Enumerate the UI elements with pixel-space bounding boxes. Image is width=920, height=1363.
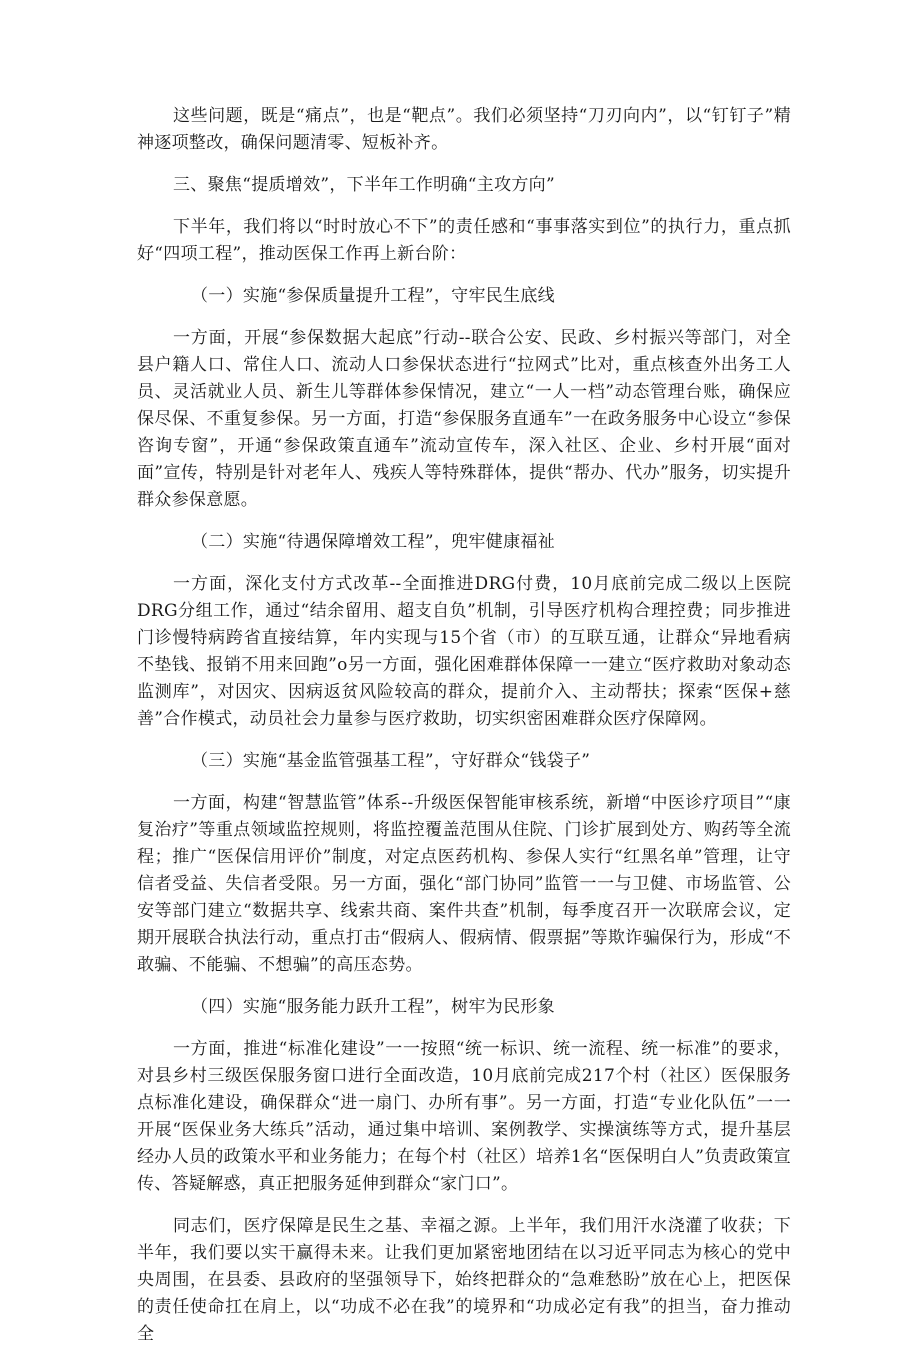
document-body [137,103,791,1363]
paragraph-intro-problems: 这些问题，既是“痛点”，也是“靶点”。我们必须坚持“刀刃向内”，以“钉钉子”精神逐项整改，确保问题清零、短板补齐。 [137,106,791,153]
paragraph-one: 一方面，开展“参保数据大起底”行动--联合公安、民政、乡村振兴等部门，对全县户籍人口、常住人口、流动人口参保状态进行“拉网式”比对，重点核查外出务工人员、灵活就业人员、新生儿等群体参保情况，建立“一人一档”动态管理台账，确保应保尽保、不重复参保。另一方面，打造“参保服务直通车”一在政务服务中心设立“参保咨询专窗”，开通“参保政策直通车”流动宣传车，深入社区、企业、乡村开展“面对面”宣传，特别是针对老年人、残疾人等特殊群体，提供“帮办、代办”服务，切实提升群众参保意愿。 [137,328,791,510]
subheading-two: （二）实施“待遇保障增效工程”，兜牢健康福祉 [191,532,555,552]
paragraph-second-half-plan: 下半年，我们将以“时时放心不下”的责任感和“事事落实到位”的执行力，重点抓好“四项工程”，推动医保工作再上新台阶： [137,217,791,264]
subheading-four: （四）实施“服务能力跃升工程”，树牢为民形象 [191,997,555,1017]
subheading-three: （三）实施“基金监管强基工程”，守好群众“钱袋子” [191,751,591,771]
paragraph-closing: 同志们，医疗保障是民生之基、幸福之源。上半年，我们用汗水浇灌了收获；下半年，我们要以实干赢得未来。让我们更加紧密地团结在以习近平同志为核心的党中央周围，在县委、县政府的坚强领导下，始终把群众的“急难愁盼”放在心上，把医保的责任使命扛在肩上，以“功成不必在我”的境界和“功成必定有我”的担当，奋力推动全 [137,1216,791,1344]
paragraph-two: 一方面，深化支付方式改革--全面推进DRG付费，10月底前完成二级以上医院DRG分组工作，通过“结余留用、超支自负”机制，引导医疗机构合理控费；同步推进门诊慢特病跨省直接结算，年内实现与15个省（市）的互联互通，让群众“异地看病不垫钱、报销不用来回跑”o另一方面，强化困难群体保障一一建立“医疗救助对象动态监测库”，对因灾、因病返贫风险较高的群众，提前介入、主动帮扶；探索“医保+慈善”合作模式，动员社会力量参与医疗救助，切实织密困难群众医疗保障网。 [137,574,791,729]
section-heading-three: 三、聚焦“提质增效”，下半年工作明确“主攻方向” [173,175,555,195]
paragraph-four: 一方面，推进“标准化建设”一一按照“统一标识、统一流程、统一标准”的要求，对县乡村三级医保服务窗口进行全面改造，10月底前完成217个村（社区）医保服务点标准化建设，确保群众“进一扇门、办所有事”。另一方面，打造“专业化队伍”一一开展“医保业务大练兵”活动，通过集中培训、案例教学、实操演练等方式，提升基层经办人员的政策水平和业务能力；在每个村（社区）培养1名“医保明白人”负责政策宣传、答疑解惑，真正把服务延伸到群众“家门口”。 [137,1039,791,1194]
subheading-one: （一）实施“参保质量提升工程”，守牢民生底线 [191,286,555,306]
paragraph-three: 一方面，构建“智慧监管”体系--升级医保智能审核系统，新增“中医诊疗项目”“康复治疗”等重点领域监控规则，将监控覆盖范围从住院、门诊扩展到处方、购药等全流程；推广“医保信用评价”制度，对定点医药机构、参保人实行“红黑名单”管理，让守信者受益、失信者受限。另一方面，强化“部门协同”监管一一与卫健、市场监管、公安等部门建立“数据共享、线索共商、案件共查”机制，每季度召开一次联席会议，定期开展联合执法行动，重点打击“假病人、假病情、假票据”等欺诈骗保行为，形成“不敢骗、不能骗、不想骗”的高压态势。 [137,793,791,975]
